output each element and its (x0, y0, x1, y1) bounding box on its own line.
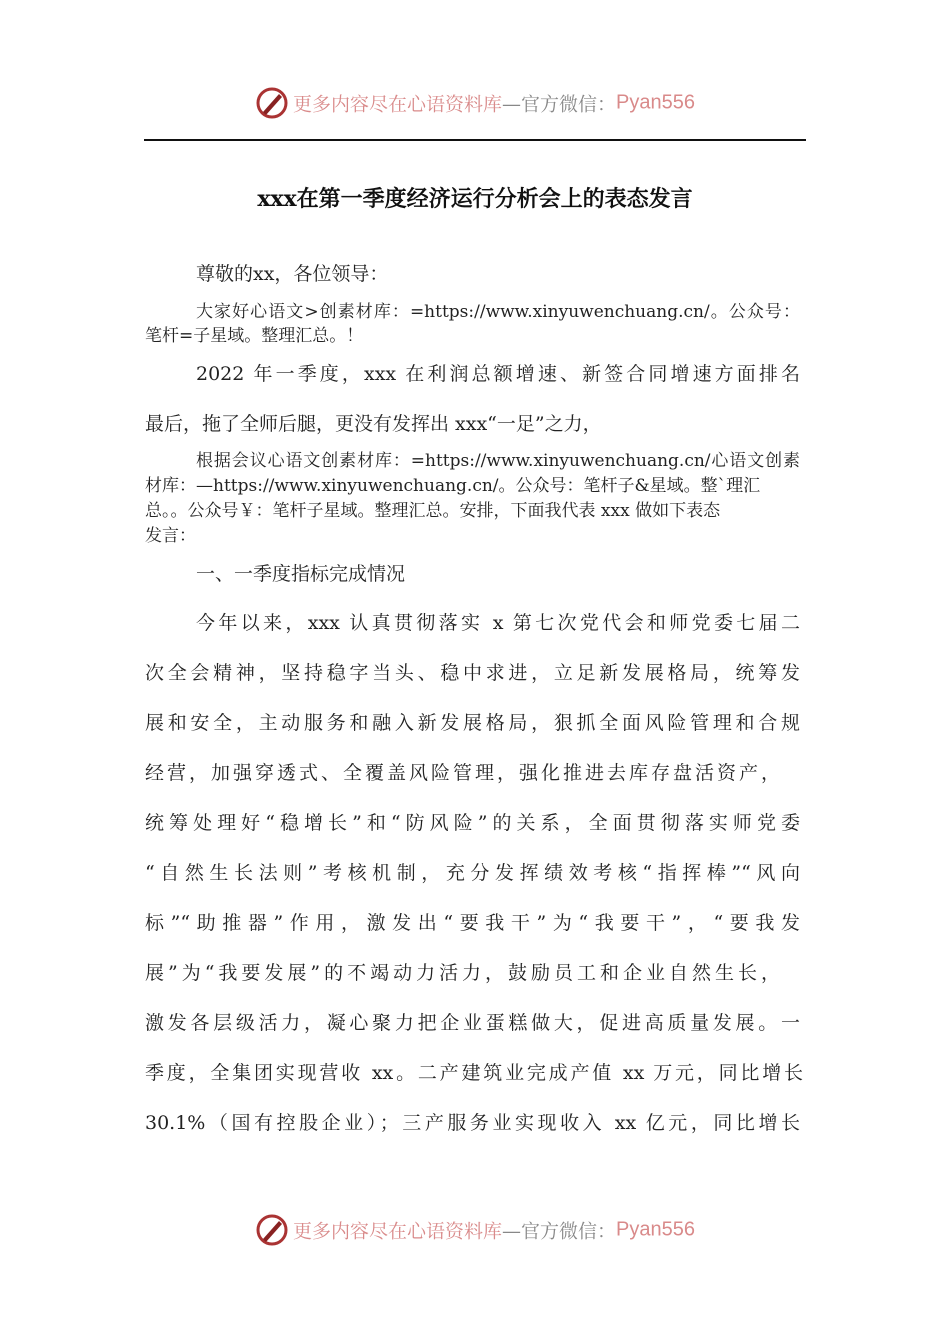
para4-line: 今年以来，xxx 认真贯彻落实 x 第七次党代会和师党委七届二 (196, 612, 800, 634)
para3-line: 总。。公众号￥：笔杆子星域。整理汇总。安排，下面我代表 xxx 做如下表态 (145, 501, 721, 521)
para2-line: 最后，拖了全师后腿，更没有发挥出 xxx“一足”之力， (145, 413, 602, 435)
para4-line: 统筹处理好“稳增长”和“防风险”的关系，全面贯彻落实师党委 (145, 812, 800, 834)
para3-line: 根据会议心语文创素材库：=https://www.xinyuwenchuang.cn/心语文创素 (196, 451, 800, 471)
para2-line: 2022 年一季度，xxx 在利润总额增速、新签合同增速方面排名 (196, 363, 800, 385)
para4-line: 经营，加强穿透式、全覆盖风险管理，强化推进去库存盘活资产， (145, 762, 780, 784)
para4-line: 30.1%（国有控股企业）；三产服务业实现收入 xx 亿元，同比增长 (145, 1112, 800, 1134)
section-heading: 一、一季度指标完成情况 (196, 563, 406, 585)
para3-line: 材库：—https://www.xinyuwenchuang.cn/。公众号：笔杆子&星域。整`理汇 (145, 476, 761, 496)
para1-line: 笔杆=子星域。整理汇总。！ (145, 326, 364, 346)
document-title: xxx在第一季度经济运行分析会上的表态发言 (257, 186, 693, 212)
para4-line: “自然生长法则”考核机制，充分发挥绩效考核“指挥棒”“风向 (145, 862, 800, 884)
para4-line: 展”为“我要发展”的不竭动力活力，鼓励员工和企业自然生长， (145, 962, 780, 984)
para3-line: 发言： (145, 526, 196, 546)
footer-watermark: 更多内容尽在心语资料库—官方微信：Pyan556 (0, 1213, 950, 1247)
header-rule (144, 139, 806, 141)
para4-line: 展和安全，主动服务和融入新发展格局，狠抓全面风险管理和合规 (145, 712, 800, 734)
greeting: 尊敬的xx，各位领导： (196, 263, 389, 285)
para4-line: 次全会精神，坚持稳字当头、稳中求进，立足新发展格局，统筹发 (145, 662, 800, 684)
pen-logo-icon (255, 1213, 289, 1247)
header-watermark: 更多内容尽在心语资料库—官方微信：Pyan556 (0, 86, 950, 120)
para4-line: 激发各层级活力，凝心聚力把企业蛋糕做大，促进高质量发展。一 (145, 1012, 800, 1034)
para4-line: 季度，全集团实现营收 xx。二产建筑业完成产值 xx 万元，同比增长 (145, 1062, 803, 1084)
para1-line: 大家好心语文>创素材库：=https://www.xinyuwenchuang.cn/。公众号： (196, 302, 800, 322)
para4-line: 标”“助推器”作用，激发出“要我干”为“我要干”，“要我发 (145, 912, 800, 934)
pen-logo-icon (255, 86, 289, 120)
